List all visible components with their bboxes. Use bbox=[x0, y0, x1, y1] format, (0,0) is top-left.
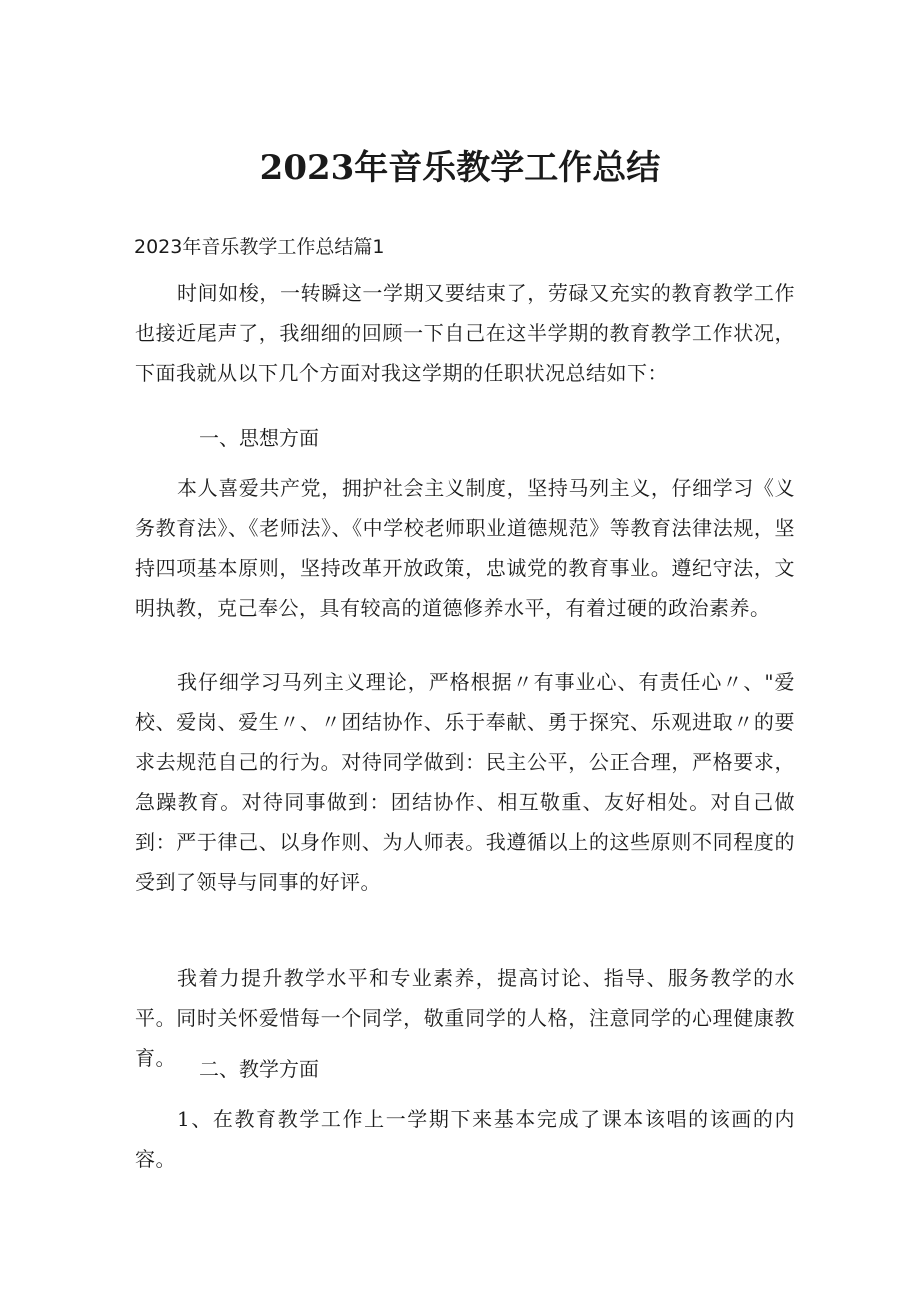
paragraph-teaching-1: 1、在教育教学工作上一学期下来基本完成了课本该唱的该画的内容。 bbox=[135, 1107, 795, 1171]
heading-teaching: 二、教学方面 bbox=[199, 1057, 319, 1081]
paragraph-ideology-2: 我仔细学习马列主义理论，严格根据〃有事业心、有责任心〃、"爱校、爱岗、爱生〃、〃团结协作、乐于奉献、勇于探究、乐观进取〃的要求去规范自己的行为。对待同学做到：民主公平，公正合理，严格要求，急躁教育。对待同事做到：团结协作、相互敬重、友好相处。对自己做到：严于律己、以身作则、为人师表。我遵循以上的这些原则不同程度的受到了领导与同事的好评。 bbox=[135, 670, 795, 894]
section-subtitle: 2023年音乐教学工作总结篇1 bbox=[134, 236, 385, 258]
paragraph-ideology-3: 我着力提升教学水平和专业素养，提高讨论、指导、服务教学的水平。同时关怀爱惜每一个同学，敬重同学的人格，注意同学的心理健康教育。 bbox=[135, 966, 795, 1070]
paragraph-intro: 时间如梭，一转瞬这一学期又要结束了，劳碌又充实的教育教学工作也接近尾声了，我细细的回顾一下自己在这半学期的教育教学工作状况，下面我就从以下几个方面对我这学期的任职状况总结如下： bbox=[135, 281, 795, 385]
page-title: 2023年音乐教学工作总结 bbox=[259, 148, 661, 188]
heading-ideology: 一、思想方面 bbox=[199, 426, 319, 450]
paragraph-ideology-1: 本人喜爱共产党，拥护社会主义制度，坚持马列主义，仔细学习《义务教育法》、《老师法》、《中学校老师职业道德规范》等教育法律法规，坚持四项基本原则，坚持改革开放政策，忠诚党的教育事业。遵纪守法，文明执教，克己奉公，具有较高的道德修养水平，有着过硬的政治素养。 bbox=[135, 476, 795, 620]
